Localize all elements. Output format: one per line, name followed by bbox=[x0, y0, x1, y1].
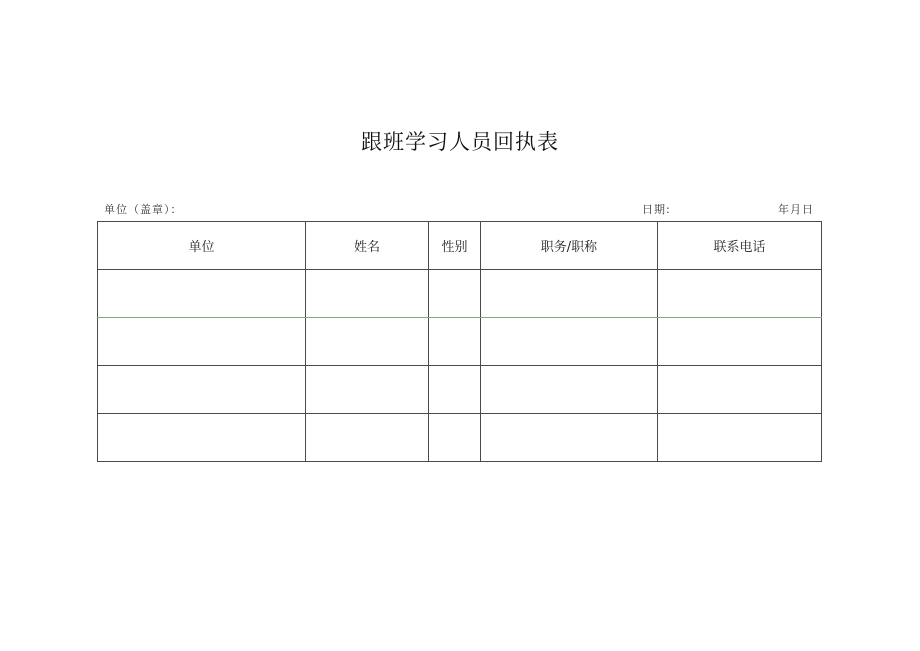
cell-phone[interactable] bbox=[658, 318, 822, 366]
cell-unit[interactable] bbox=[98, 318, 306, 366]
cell-name[interactable] bbox=[306, 270, 429, 318]
cell-unit[interactable] bbox=[98, 366, 306, 414]
cell-gender[interactable] bbox=[429, 270, 481, 318]
table-row bbox=[98, 414, 822, 462]
cell-name[interactable] bbox=[306, 414, 429, 462]
cell-unit[interactable] bbox=[98, 414, 306, 462]
cell-title[interactable] bbox=[481, 414, 658, 462]
cell-phone[interactable] bbox=[658, 414, 822, 462]
cell-name[interactable] bbox=[306, 366, 429, 414]
cell-gender[interactable] bbox=[429, 318, 481, 366]
date-label: 日期: bbox=[642, 203, 671, 216]
cell-title[interactable] bbox=[481, 366, 658, 414]
header-name: 姓名 bbox=[306, 222, 429, 270]
table-header-row bbox=[98, 222, 822, 270]
unit-seal-label: 单位（盖章）： bbox=[104, 203, 183, 216]
cell-gender[interactable] bbox=[429, 414, 481, 462]
header-phone: 联系电话 bbox=[658, 222, 822, 270]
date-suffix: 年月日 bbox=[778, 203, 814, 216]
table-row bbox=[98, 318, 822, 366]
header-unit: 单位 bbox=[98, 222, 306, 270]
cell-title[interactable] bbox=[481, 318, 658, 366]
cell-gender[interactable] bbox=[429, 366, 481, 414]
header-title: 职务/职称 bbox=[481, 222, 658, 270]
table-row bbox=[98, 366, 822, 414]
roster-table bbox=[97, 221, 822, 462]
page-title: 跟班学习人员回执表 bbox=[361, 130, 559, 154]
cell-name[interactable] bbox=[306, 318, 429, 366]
cell-phone[interactable] bbox=[658, 366, 822, 414]
cell-unit[interactable] bbox=[98, 270, 306, 318]
header-gender: 性别 bbox=[429, 222, 481, 270]
table-row bbox=[98, 270, 822, 318]
cell-phone[interactable] bbox=[658, 270, 822, 318]
cell-title[interactable] bbox=[481, 270, 658, 318]
